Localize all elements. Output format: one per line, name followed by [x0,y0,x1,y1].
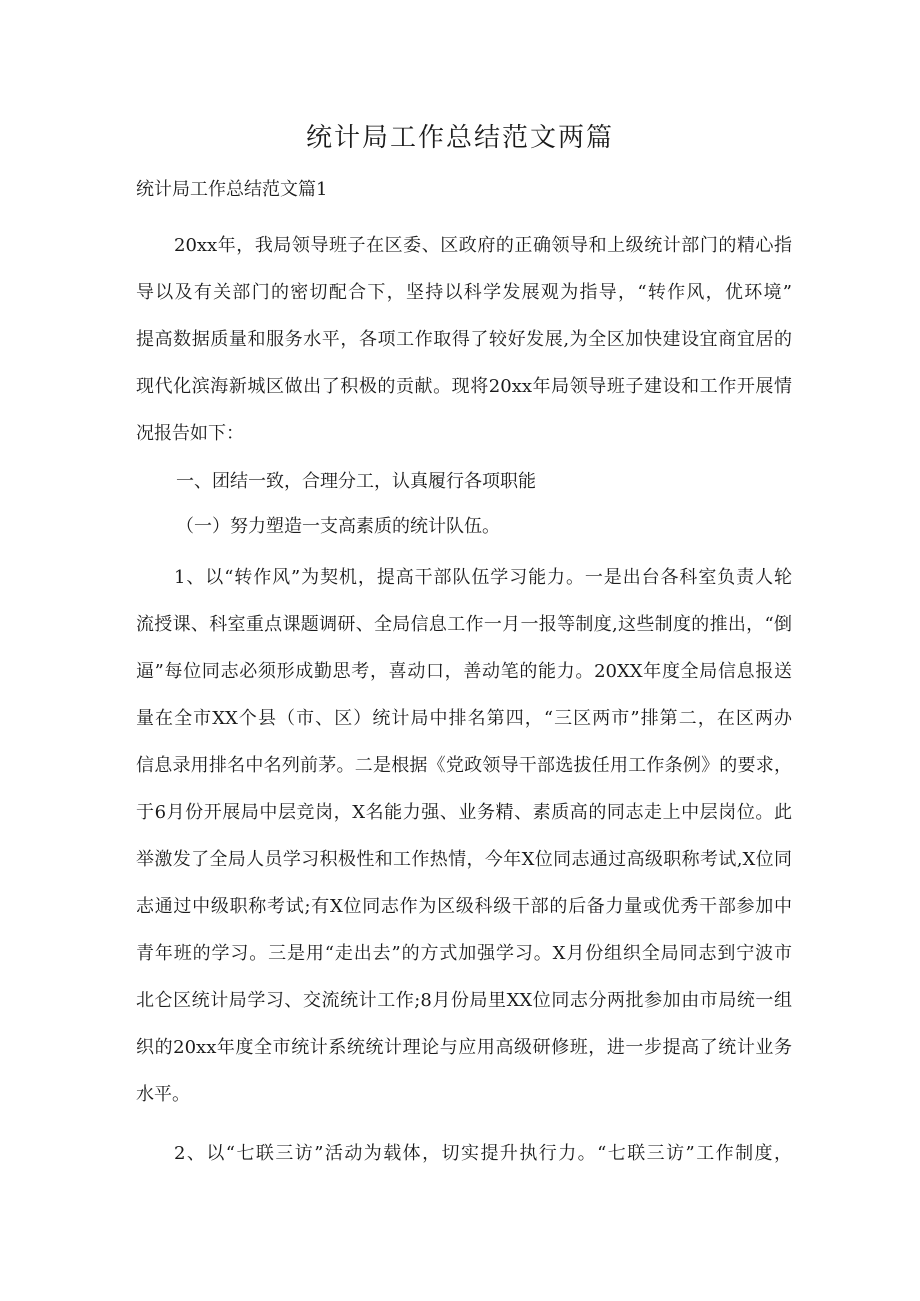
paragraph-line: 1、以“转作风”为契机，提高干部队伍学习能力。一是出台各科室负责人轮 [174,567,792,588]
section-heading-1: 一、团结一致，合理分工，认真履行各项职能 [176,471,536,492]
paragraph-line: 逼”每位同志必须形成勤思考，喜动口，善动笔的能力。20XX年度全局信息报送 [136,661,792,682]
paragraph-line: 流授课、科室重点课题调研、全局信息工作一月一报等制度,这些制度的推出，“倒 [136,614,792,635]
paragraph-item-2 [136,1130,792,1177]
paragraph-line: 信息录用排名中名列前茅。二是根据《党政领导干部选拔任用工作条例》的要求， [136,755,792,776]
paragraph-line: 导以及有关部门的密切配合下，坚持以科学发展观为指导，“转作风，优环境” [136,282,792,303]
paragraph-line: 织的20xx年度全市统计系统统计理论与应用高级研修班，进一步提高了统计业务 [136,1037,792,1058]
paragraph-line: 于6月份开展局中层竞岗，X名能力强、业务精、素质高的同志走上中层岗位。此 [136,802,792,823]
paragraph-line: 举激发了全局人员学习积极性和工作热情，今年X位同志通过高级职称考试,X位同 [136,849,792,870]
document-subtitle: 统计局工作总结范文篇1 [136,179,328,200]
paragraph-line: 20xx年，我局领导班子在区委、区政府的正确领导和上级统计部门的精心指 [174,235,792,256]
paragraph-item-1 [136,554,792,1118]
paragraph-line: 量在全市XX个县（市、区）统计局中排名第四，“三区两市”排第二，在区两办 [136,708,792,729]
paragraph-line: 况报告如下： [136,423,244,444]
paragraph-line: 现代化滨海新城区做出了积极的贡献。现将20xx年局领导班子建设和工作开展情 [136,376,792,397]
paragraph-line: 北仑区统计局学习、交流统计工作;8月份局里XX位同志分两批参加由市局统一组 [136,990,792,1011]
paragraph-intro [136,222,792,457]
paragraph-line: 提高数据质量和服务水平，各项工作取得了较好发展,为全区加快建设宜商宜居的 [136,329,792,350]
paragraph-line: 2、以“七联三访”活动为载体，切实提升执行力。“七联三访”工作制度， [174,1143,792,1164]
paragraph-line: 青年班的学习。三是用“走出去”的方式加强学习。X月份组织全局同志到宁波市 [136,943,792,964]
paragraph-line: 志通过中级职称考试;有X位同志作为区级科级干部的后备力量或优秀干部参加中 [136,896,792,917]
document-title: 统计局工作总结范文两篇 [305,123,614,153]
paragraph-line: 水平。 [136,1084,190,1105]
section-heading-2: （一）努力塑造一支高素质的统计队伍。 [176,516,500,537]
